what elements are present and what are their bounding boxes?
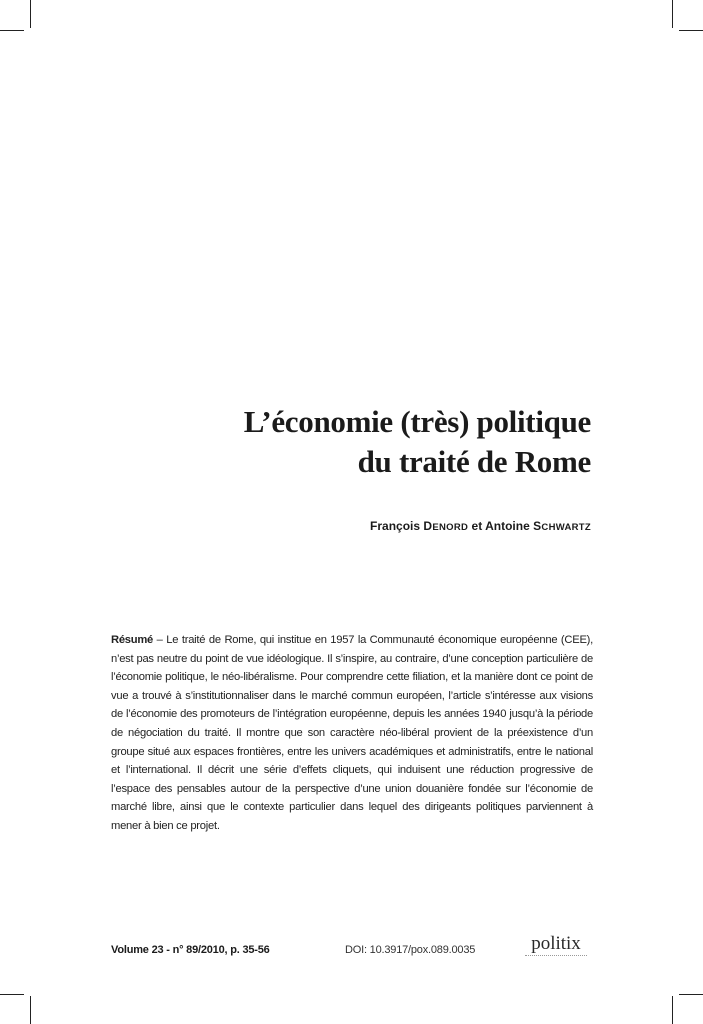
abstract-text: Le traité de Rome, qui institue en 1957 la Communauté économique européenne (CEE), n’est pas neutre du point de vue idéologique. Il s’inspire, au contraire, d’une conception particulière de l’économie politique, le néo-libéralisme. Pour comprendre cette filiation, et la manière dont ce point de vue a trouvé à s’institutionnaliser dans le marché commun européen, l’article s’intéresse aux visions de l’économie des promoteurs de l’intégration européenne, depuis les années 1940 jusqu’à la période de négociation du traité. Il montre que son caractère néo-libéral provient de la préexistence d’un groupe situé aux espaces frontières, entre les univers académiques et administratifs, entre le national et l’international. Il décrit une série d’effets cliquets, qui induisent une réduction progressive de l’espace des pensables autour de la perspective d’une union douanière fondée sur l’économie de marché libre, ainsi que le contexte particulier dans lequel des dirigeants politiques parviennent à mener à bien ce projet. xyxy=(111,634,593,832)
crop-mark-top-left-vertical xyxy=(30,0,31,28)
author1-last-name: DENORD xyxy=(423,519,469,533)
authors-line xyxy=(370,519,591,533)
title-line-1: L’économie (très) politique xyxy=(243,404,591,439)
title-line-2: du traité de Rome xyxy=(357,444,591,479)
crop-mark-bottom-left-vertical xyxy=(30,996,31,1024)
logo-subtitle-rule xyxy=(525,955,587,957)
volume-reference: Volume 23 - n° 89/2010, p. 35-56 xyxy=(111,944,270,956)
authors-connector: et xyxy=(471,519,483,533)
crop-mark-bottom-right-vertical xyxy=(672,996,673,1024)
crop-mark-bottom-left-horizontal xyxy=(0,994,24,995)
author2-last-name: SCHWARTZ xyxy=(533,519,591,533)
crop-mark-bottom-right-horizontal xyxy=(679,994,703,995)
author2-first-name: Antoine xyxy=(485,519,530,533)
logo-wordmark: politix xyxy=(531,933,581,954)
abstract-dash: – xyxy=(153,634,167,646)
article-title xyxy=(71,402,591,482)
crop-mark-top-right-vertical xyxy=(672,0,673,28)
author1-first-name: François xyxy=(370,519,421,533)
crop-mark-top-left-horizontal xyxy=(0,30,24,31)
politix-logo xyxy=(521,935,591,957)
doi-reference: DOI: 10.3917/pox.089.0035 xyxy=(345,944,476,956)
abstract-label: Résumé xyxy=(111,634,154,646)
crop-mark-top-right-horizontal xyxy=(679,30,703,31)
abstract-paragraph xyxy=(111,631,593,836)
